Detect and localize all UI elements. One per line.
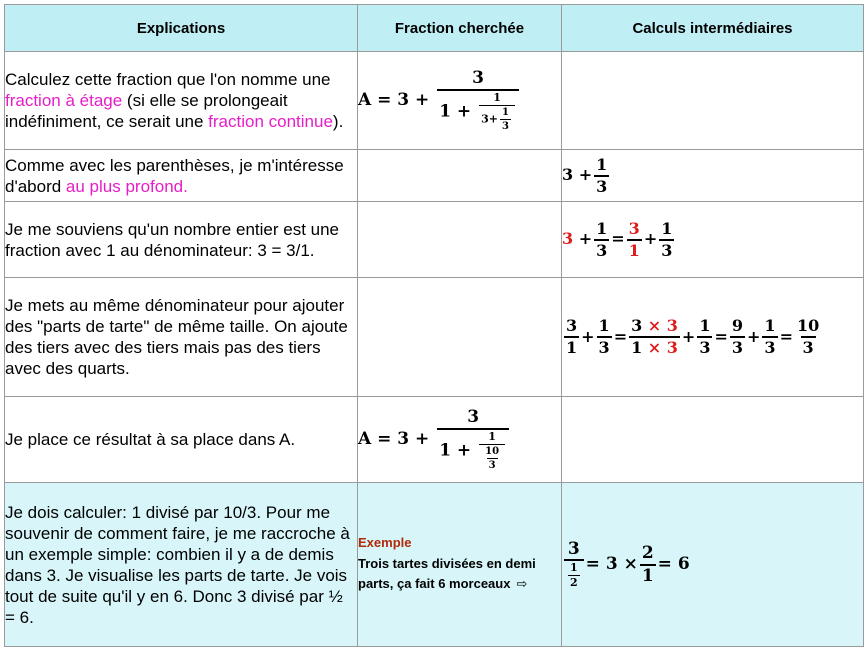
header-calculs-intermediaires: Calculs intermédiaires — [562, 5, 864, 52]
highlight-text: au plus profond. — [65, 176, 188, 196]
table-row — [5, 483, 864, 647]
calc-cell — [562, 150, 864, 202]
example-text: Trois tartes divisées en demi parts, ça fait 6 morceaux — [358, 555, 536, 591]
calc-cell — [562, 202, 864, 278]
calc-cell — [562, 278, 864, 397]
formula-step: 3 + $\frac{1}{3}$ = $\frac{3}{1}$ + $\frac{1}{3}$ — [562, 218, 673, 260]
formula-step: $\frac{3}{\frac{1}{2}}$ = 3 × $\frac{2}{1}$ = 6 — [562, 554, 690, 574]
explanation-cell: Je dois calculer: 1 divisé par 10/3. Pour me souvenir de comment faire, je me raccroche à un exemple simple: combien il y a de demis dans 3. Je visualise les parts de tarte. Je vois tout de suite qu'il y en 6. Donc 3 divisé par ½ = 6. — [5, 483, 358, 647]
table-row — [5, 397, 864, 483]
explanation-table — [4, 4, 864, 647]
example-cell — [358, 483, 562, 647]
table-row — [5, 52, 864, 150]
calc-cell — [562, 397, 864, 483]
explanation-cell: Je place ce résultat à sa place dans A. — [5, 397, 358, 483]
table-row — [5, 202, 864, 278]
explanation-cell: Calculez cette fraction que l'on nomme une fraction à étage (si elle se prolongeait indéfiniment, ce serait une fraction continue). — [5, 52, 358, 150]
explanation-cell: Je me souviens qu'un nombre entier est une fraction avec 1 au dénominateur: 3 = 3/1. — [5, 202, 358, 278]
arrow-right-icon: ⇨ — [516, 576, 528, 592]
header-row — [5, 5, 864, 52]
fraction-cell — [358, 52, 562, 150]
calc-cell — [562, 52, 864, 150]
formula-step: $\frac{3}{1}$ + $\frac{1}{3}$ = $\frac{3 \times 3}{1 \times 3}$ + $\frac{1}{3}$ = $\frac{9}{3}$ + $\frac{1}{3}$ = $\frac{10}{3}$ — [566, 316, 820, 357]
explanation-cell: Comme avec les parenthèses, je m'intéresse d'abord au plus profond. — [5, 150, 358, 202]
formula-A-substituted: A = 3 + 3 1 + $\frac{1}{\frac{10}{3}}$ — [358, 429, 511, 449]
highlight-text: fraction à étage — [5, 91, 123, 110]
fraction-cell — [358, 278, 562, 397]
fraction-cell — [358, 202, 562, 278]
fraction-cell — [358, 397, 562, 483]
header-explications: Explications — [5, 5, 358, 52]
highlight-text: fraction continue — [208, 112, 333, 131]
example-title: Exemple — [358, 534, 412, 550]
explanation-cell: Je mets au même dénominateur pour ajouter des "parts de tarte" de même taille. On ajoute des tiers avec des tiers mais pas des tiers avec des quarts. — [5, 278, 358, 397]
table-row — [5, 278, 864, 397]
fraction-cell — [358, 150, 562, 202]
header-fraction-cherchee: Fraction cherchée — [358, 5, 562, 52]
calc-cell — [562, 483, 864, 647]
formula-A: A = 3 + 3 1 + 1 3+ $\frac{1}{3}$ — [358, 90, 521, 110]
table-row — [5, 150, 864, 202]
formula-step: 3 + $\frac{1}{3}$ — [562, 154, 608, 196]
